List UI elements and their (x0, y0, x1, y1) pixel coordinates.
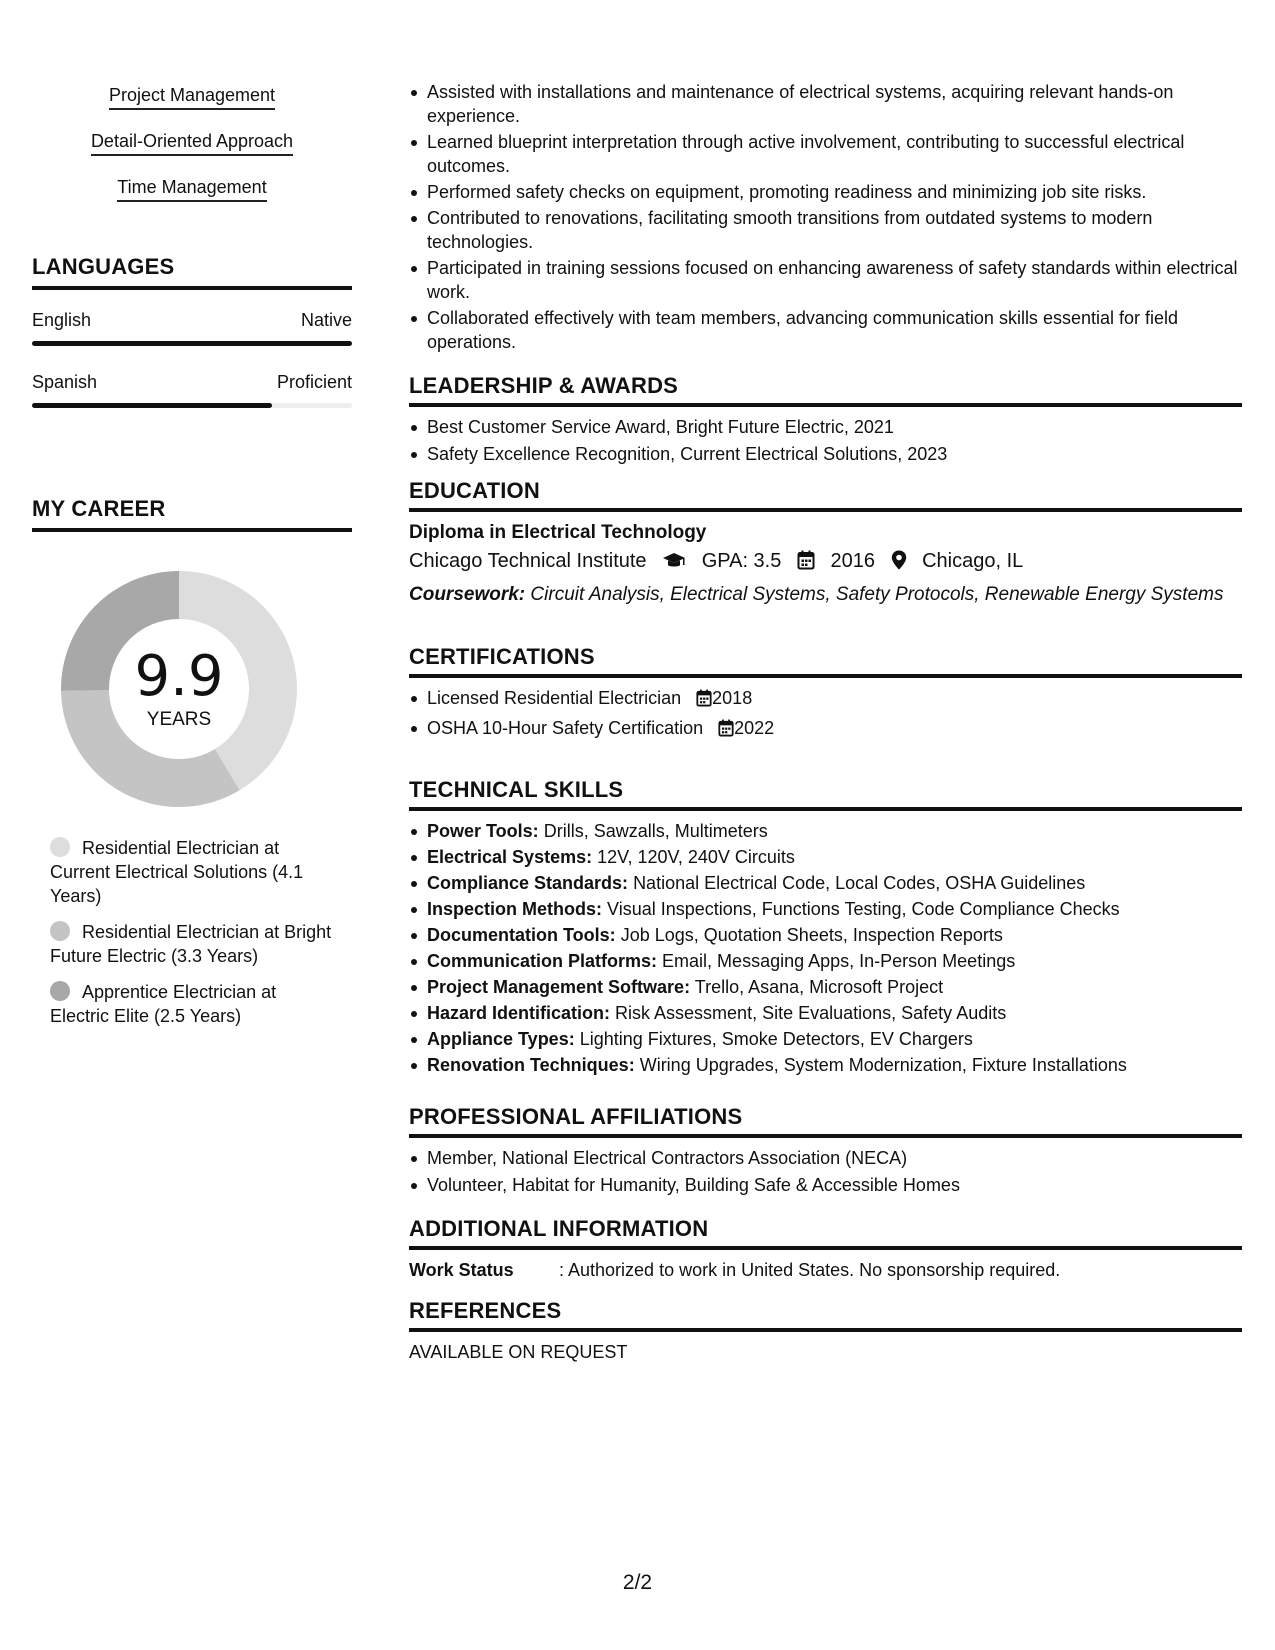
skill-tag: Detail-Oriented Approach (91, 130, 293, 156)
skills-list (32, 84, 352, 222)
additional-info-section (409, 1216, 1242, 1282)
language-level: Proficient (276, 372, 352, 392)
career-total-years: 9.9 (134, 644, 224, 709)
technical-skills-list (409, 819, 1242, 1077)
language-name: English (32, 310, 92, 330)
language-level: Native (300, 310, 352, 330)
legend-item (50, 920, 340, 968)
technical-skill-label: Power Tools: (427, 821, 539, 841)
technical-skills-section (409, 777, 1242, 1077)
technical-skill-value: Risk Assessment, Site Evaluations, Safety Audits (615, 1003, 1007, 1023)
language-bar (32, 341, 352, 346)
technical-skill-value: National Electrical Code, Local Codes, OSHA Guidelines (633, 873, 1086, 893)
technical-skill-item (409, 949, 1242, 973)
map-pin-icon (891, 549, 907, 579)
legend-label: Residential Electrician at Bright Future Electric (3.3 Years) (50, 922, 332, 966)
certification-year: 2018 (712, 688, 753, 708)
award-item: Safety Excellence Recognition, Current Electrical Solutions, 2023 (409, 442, 1242, 466)
technical-skill-value: Job Logs, Quotation Sheets, Inspection Reports (620, 925, 1003, 945)
additional-info-heading: ADDITIONAL INFORMATION (409, 1216, 1242, 1250)
legend-item (50, 836, 340, 908)
gpa: GPA: 3.5 (701, 550, 782, 572)
skill-tag: Project Management (109, 84, 275, 110)
technical-skill-value: Email, Messaging Apps, In-Person Meetings (662, 951, 1016, 971)
experience-bullet: Participated in training sessions focused on enhancing awareness of safety standards within electrical work. (409, 256, 1242, 304)
certification-item (409, 686, 1242, 713)
calendar-icon (696, 689, 712, 713)
award-item: Best Customer Service Award, Bright Future Electric, 2021 (409, 415, 1242, 439)
certification-year: 2022 (734, 718, 775, 738)
coursework-label: Coursework: (409, 584, 526, 605)
affiliation-item: Member, National Electrical Contractors Association (NECA) (409, 1146, 1242, 1170)
technical-skill-value: Lighting Fixtures, Smoke Detectors, EV Chargers (579, 1029, 973, 1049)
page-number: 2/2 (622, 1571, 653, 1594)
technical-skill-value: Wiring Upgrades, System Modernization, Fixture Installations (639, 1055, 1127, 1075)
technical-skill-item (409, 871, 1242, 895)
technical-skill-item (409, 1001, 1242, 1025)
affiliations-heading: PROFESSIONAL AFFILIATIONS (409, 1104, 1242, 1138)
experience-bullet: Contributed to renovations, facilitating smooth transitions from outdated systems to modern technologies. (409, 206, 1242, 254)
languages-heading: LANGUAGES (32, 254, 352, 290)
technical-skill-item (409, 897, 1242, 921)
language-item (32, 372, 352, 408)
affiliations-section (409, 1104, 1242, 1197)
technical-skill-item (409, 975, 1242, 999)
work-status-row (409, 1258, 1242, 1282)
calendar-icon (718, 719, 734, 743)
affiliation-item: Volunteer, Habitat for Humanity, Building Safe & Accessible Homes (409, 1173, 1242, 1197)
awards-section (409, 373, 1242, 466)
technical-skill-label: Inspection Methods: (427, 899, 602, 919)
education-location: Chicago, IL (922, 550, 1024, 572)
language-bar-fill (32, 403, 272, 408)
technical-skill-item (409, 845, 1242, 869)
language-name: Spanish (32, 372, 98, 392)
technical-skill-label: Compliance Standards: (427, 873, 629, 893)
experience-bullet: Learned blueprint interpretation through active involvement, contributing to successful electrical outcomes. (409, 130, 1242, 178)
technical-skill-item (409, 1027, 1242, 1051)
experience-bullets (409, 80, 1242, 354)
awards-heading: LEADERSHIP & AWARDS (409, 373, 1242, 407)
career-section (32, 496, 352, 532)
career-heading: MY CAREER (32, 496, 352, 532)
legend-dot (50, 921, 70, 941)
coursework (409, 583, 1242, 607)
education-meta (409, 546, 1242, 579)
work-status-value: : Authorized to work in United States. No sponsorship required. (559, 1260, 1061, 1280)
references-text: AVAILABLE ON REQUEST (409, 1342, 628, 1362)
technical-skill-label: Project Management Software: (427, 977, 691, 997)
language-bar (32, 403, 352, 408)
technical-skill-item (409, 1053, 1242, 1077)
technical-skill-value: 12V, 120V, 240V Circuits (597, 847, 795, 867)
graduation-cap-icon (662, 549, 686, 579)
skill-tag: Time Management (117, 176, 266, 202)
certification-name: OSHA 10-Hour Safety Certification (427, 718, 704, 738)
education-section (409, 478, 1242, 607)
legend-dot (50, 981, 70, 1001)
certification-name: Licensed Residential Electrician (427, 688, 682, 708)
experience-bullet: Collaborated effectively with team members, advancing communication skills essential for field operations. (409, 306, 1242, 354)
technical-skill-label: Communication Platforms: (427, 951, 658, 971)
technical-skill-label: Electrical Systems: (427, 847, 593, 867)
work-status-label: Work Status (409, 1260, 514, 1280)
experience-bullet: Assisted with installations and maintenance of electrical systems, acquiring relevant hands-on experience. (409, 80, 1242, 128)
certification-item (409, 716, 1242, 743)
education-heading: EDUCATION (409, 478, 1242, 512)
career-donut-chart (56, 566, 302, 812)
language-bar-fill (32, 341, 352, 346)
technical-skill-value: Trello, Asana, Microsoft Project (694, 977, 944, 997)
certifications-section (409, 644, 1242, 743)
technical-skill-value: Drills, Sawzalls, Multimeters (543, 821, 768, 841)
legend-dot (50, 837, 70, 857)
school-name: Chicago Technical Institute (409, 550, 647, 572)
legend-label: Apprentice Electrician at Electric Elite (2.5 Years) (50, 982, 277, 1026)
technical-skill-label: Renovation Techniques: (427, 1055, 635, 1075)
technical-skills-heading: TECHNICAL SKILLS (409, 777, 1242, 811)
degree-title: Diploma in Electrical Technology (409, 522, 707, 543)
legend-item (50, 980, 340, 1028)
career-unit: YEARS (146, 709, 212, 730)
calendar-icon (797, 549, 815, 579)
language-item (32, 310, 352, 346)
technical-skill-item (409, 819, 1242, 843)
experience-bullet: Performed safety checks on equipment, promoting readiness and minimizing job site risks. (409, 180, 1242, 204)
technical-skill-label: Appliance Types: (427, 1029, 575, 1049)
technical-skill-label: Documentation Tools: (427, 925, 616, 945)
coursework-list: Circuit Analysis, Electrical Systems, Safety Protocols, Renewable Energy Systems (530, 584, 1224, 605)
technical-skill-value: Visual Inspections, Functions Testing, Code Compliance Checks (607, 899, 1120, 919)
references-section (409, 1298, 1242, 1364)
technical-skill-label: Hazard Identification: (427, 1003, 611, 1023)
graduation-year: 2016 (830, 550, 875, 572)
career-legend (50, 836, 340, 1040)
legend-label: Residential Electrician at Current Electrical Solutions (4.1 Years) (50, 838, 304, 906)
references-heading: REFERENCES (409, 1298, 1242, 1332)
languages-section (32, 254, 352, 408)
certifications-heading: CERTIFICATIONS (409, 644, 1242, 678)
technical-skill-item (409, 923, 1242, 947)
